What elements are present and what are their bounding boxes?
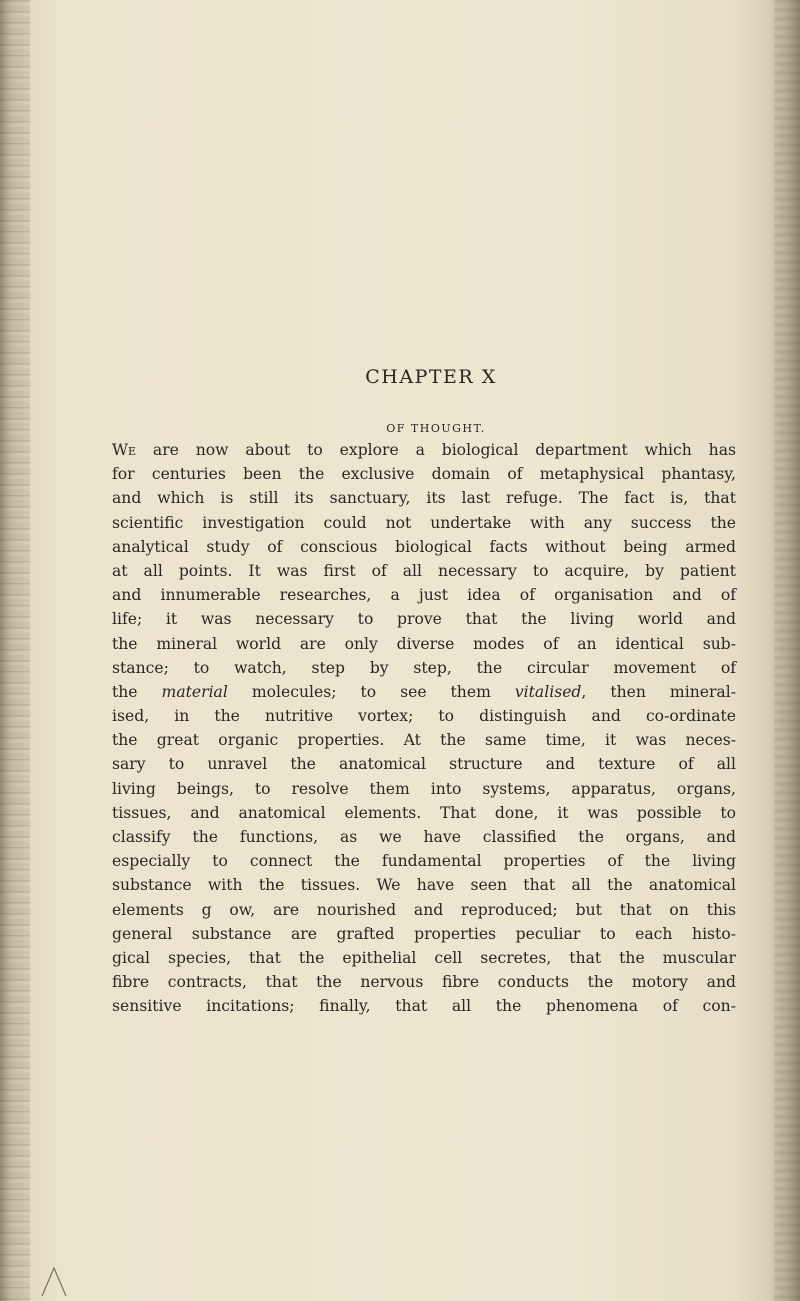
text-line: life; it was necessary to prove that the living world and xyxy=(112,610,736,629)
text-line: the mineral world are only diverse modes of an identical sub- xyxy=(112,634,736,653)
text-line: and which is still its sanctuary, its last refuge. The fact is, that xyxy=(112,489,736,508)
text-line: tissues, and anatomical elements. That done, it was possible to xyxy=(112,803,736,822)
chapter-subtitle-wrap xyxy=(0,422,800,435)
text-line: general substance are grafted properties peculiar to each histo- xyxy=(112,924,736,943)
text-line: We are now about to explore a biological department which has xyxy=(112,441,736,459)
text-line: fibre contracts, that the nervous fibre conducts the motory and xyxy=(112,973,736,992)
text-line: the material molecules; to see them vitalised, then mineral- xyxy=(112,682,736,701)
text-line: analytical study of conscious biological facts without being armed xyxy=(112,537,736,556)
chapter-heading xyxy=(0,366,800,388)
text-line: substance with the tissues. We have seen that all the anatomical xyxy=(112,876,736,895)
text-line: at all points. It was first of all necessary to acquire, by patient xyxy=(112,561,736,580)
text-line: stance; to watch, step by step, the circular movement of xyxy=(112,658,736,677)
text-line: gical species, that the epithelial cell secretes, that the muscular xyxy=(112,948,736,967)
text-line: for centuries been the exclusive domain of metaphysical phantasy, xyxy=(112,465,736,484)
text-line: scientific investigation could not undertake with any success the xyxy=(112,513,736,532)
text-line: the great organic properties. At the same time, it was neces- xyxy=(112,731,736,750)
body-paragraph xyxy=(112,438,736,1019)
lead-word: We xyxy=(112,441,137,459)
text-line: sary to unravel the anatomical structure and texture of all xyxy=(112,755,736,774)
italic-word: material xyxy=(161,682,228,701)
italic-word: vitalised xyxy=(514,682,582,701)
text-line: classify the functions, as we have classified the organs, and xyxy=(112,828,736,846)
corner-fold-mark xyxy=(40,1262,68,1298)
chapter-subtitle: OF THOUGHT. xyxy=(386,422,486,435)
text-line: sensitive incitations; finally, that all the phenomena of con- xyxy=(112,997,736,1016)
text-line: and innumerable researches, a just idea of organisation and of xyxy=(112,586,736,605)
text-line: elements g ow, are nourished and reproduced; but that on this xyxy=(112,900,736,919)
text-line: especially to connect the fundamental properties of the living xyxy=(112,852,736,871)
text-line: living beings, to resolve them into systems, apparatus, organs, xyxy=(112,779,736,798)
page-edge xyxy=(774,0,800,1301)
text-line: ised, in the nutritive vortex; to distinguish and co-ordinate xyxy=(112,707,736,726)
page-gutter-shadow xyxy=(0,0,30,1301)
chapter-title: CHAPTER X xyxy=(365,366,497,388)
